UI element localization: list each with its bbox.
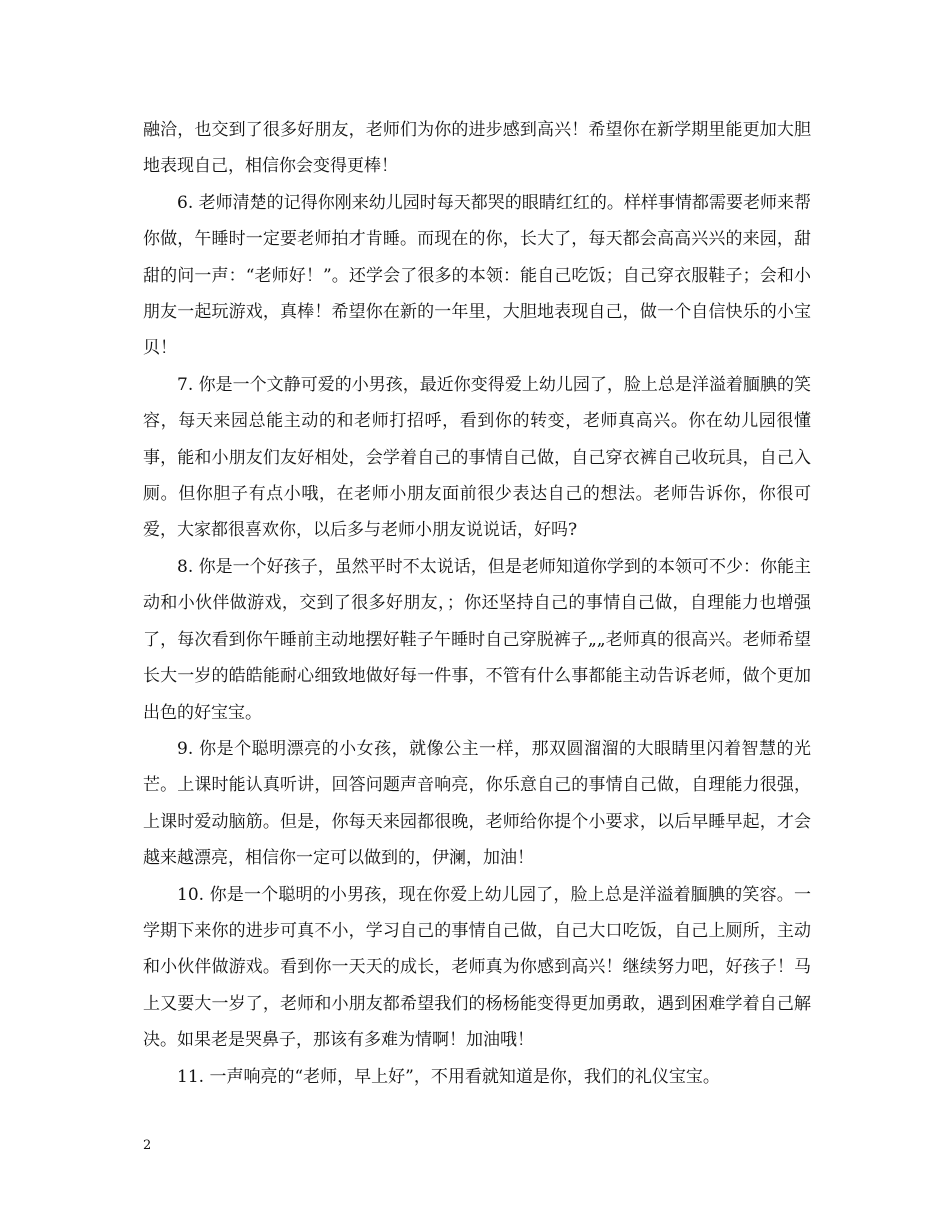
paragraph-item-9: 9. 你是个聪明漂亮的小女孩，就像公主一样，那双圆溜溜的大眼睛里闪着智慧的光芒。上课时能认真听讲，回答问题声音响亮，你乐意自己的事情自己做，自理能力很强，上课时爱动脑筋。但是，你每天来园都很晚，老师给你提个小要求，以后早睡早起，才会越来越漂亮，相信你一定可以做到的，伊澜，加油！ [143, 738, 811, 869]
document-body [143, 112, 811, 1095]
paragraph-item-11: 11. 一声响亮的“老师，早上好”，不用看就知道是你，我们的礼仪宝宝。 [177, 1066, 720, 1087]
paragraph-item-8: 8. 你是一个好孩子，虽然平时不太说话，但是老师知道你学到的本领可不少：你能主动和小伙伴做游戏，交到了很多好朋友，；你还坚持自己的事情自己做，自理能力也增强了，每次看到你午睡前主动地摆好鞋子午睡时自己穿脱裤子„„老师真的很高兴。老师希望长大一岁的皓皓能耐心细致地做好每一件事，不管有什么事都能主动告诉老师，做个更加出色的好宝宝。 [143, 556, 811, 723]
paragraph-item-6: 6. 老师清楚的记得你刚来幼儿园时每天都哭的眼睛红红的。样样事情都需要老师来帮你做，午睡时一定要老师拍才肯睡。而现在的你，长大了，每天都会高高兴兴的来园，甜甜的问一声：“老师好！”。还学会了很多的本领：能自己吃饭；自己穿衣服鞋子；会和小朋友一起玩游戏，真棒！希望你在新的一年里，大胆地表现自己，做一个自信快乐的小宝贝！ [143, 192, 811, 359]
paragraph-item-7: 7. 你是一个文静可爱的小男孩，最近你变得爱上幼儿园了，脸上总是洋溢着腼腆的笑容，每天来园总能主动的和老师打招呼，看到你的转变，老师真高兴。你在幼儿园很懂事，能和小朋友们友好相处，会学着自己的事情自己做，自己穿衣裤自己收玩具，自己入厕。但你胆子有点小哦，在老师小朋友面前很少表达自己的想法。老师告诉你，你很可爱，大家都很喜欢你，以后多与老师小朋友说说话，好吗? [143, 374, 811, 541]
paragraph-item-10: 10. 你是一个聪明的小男孩，现在你爱上幼儿园了，脸上总是洋溢着腼腆的笑容。一学期下来你的进步可真不小，学习自己的事情自己做，自己大口吃饭，自己上厕所，主动和小伙伴做游戏。看到你一天天的成长，老师真为你感到高兴！继续努力吧，好孩子！马上又要大一岁了，老师和小朋友都希望我们的杨杨能变得更加勇敢，遇到困难学着自己解决。如果老是哭鼻子，那该有多难为情啊！加油哦！ [143, 884, 811, 1051]
page-number: 2 [143, 1138, 152, 1153]
paragraph-continuation: 融洽，也交到了很多好朋友，老师们为你的进步感到高兴！希望你在新学期里能更加大胆地表现自己，相信你会变得更棒！ [143, 120, 811, 177]
